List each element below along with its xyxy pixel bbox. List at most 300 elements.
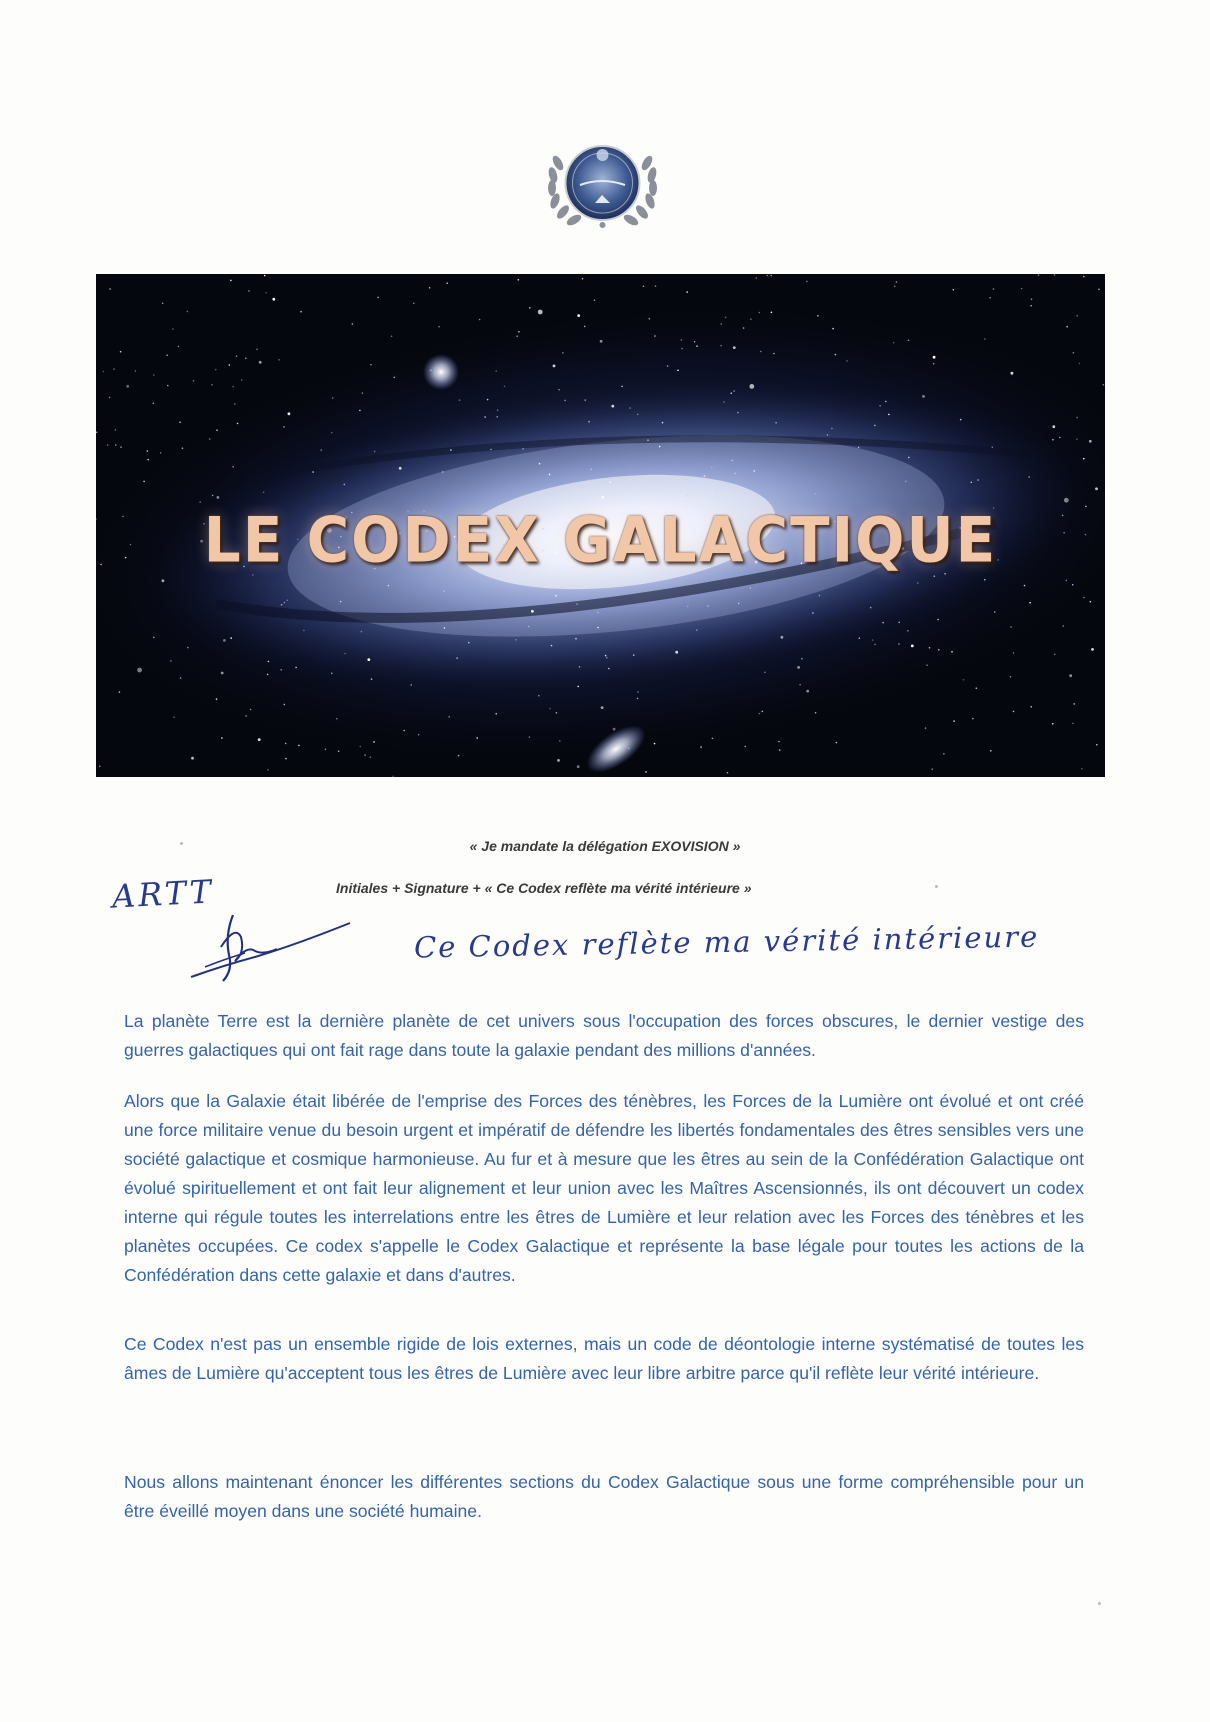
star — [166, 354, 168, 356]
star — [529, 736, 531, 738]
star — [1054, 654, 1056, 656]
star — [628, 485, 630, 487]
star — [744, 746, 746, 748]
star — [216, 429, 218, 431]
star — [779, 749, 781, 751]
star — [846, 360, 848, 362]
star — [584, 326, 586, 328]
star — [704, 475, 706, 477]
star — [797, 666, 800, 669]
star — [113, 368, 115, 370]
star — [637, 414, 639, 416]
star — [393, 377, 395, 379]
star — [285, 743, 287, 745]
star — [647, 439, 649, 441]
star — [162, 579, 165, 582]
star — [716, 490, 718, 492]
star — [1076, 439, 1078, 441]
star — [917, 582, 919, 584]
star — [370, 756, 372, 758]
star — [874, 425, 876, 427]
star — [815, 493, 817, 495]
mandate-line-1: « Je mandate la délégation EXOVISION » — [469, 838, 741, 854]
star — [267, 674, 269, 676]
star — [610, 481, 612, 483]
star — [645, 771, 647, 773]
star — [738, 603, 740, 605]
star — [245, 357, 247, 359]
star — [628, 748, 630, 750]
star — [504, 386, 506, 388]
star — [972, 718, 974, 720]
scan-speck — [935, 885, 938, 888]
star — [484, 416, 486, 418]
star — [143, 481, 145, 483]
star — [267, 769, 269, 771]
star — [931, 768, 933, 770]
star — [1076, 417, 1078, 419]
star — [265, 292, 267, 294]
star — [605, 655, 607, 657]
star — [806, 281, 808, 283]
star — [1083, 276, 1085, 278]
star — [600, 340, 603, 343]
star — [120, 446, 122, 448]
mandate-line-2: Initiales + Signature + « Ce Codex reflète ma vérité intérieure » — [336, 880, 752, 896]
star — [1069, 674, 1072, 677]
star — [831, 428, 833, 430]
star — [370, 364, 372, 366]
star — [211, 384, 213, 386]
star — [403, 730, 405, 732]
star — [1038, 274, 1040, 276]
star — [442, 471, 444, 473]
body-paragraph-2: Alors que la Galaxie était libérée de l'emprise des Forces des ténèbres, les Forces de la Lumière ont évolué et ont créé une force militaire venue du besoin urgent et impératif de défendre les libertés fondamentales des êtres sensibles vers une société galactique et cosmique harmonieuse. Au fur et à mesure que les êtres au sein de la Confédération Galactique ont évolué spirituellement et ont fait leur alignement et leur union avec les Maîtres Ascensionnés, ils ont découvert un codex interne qui régule toutes les interrelations entre les êtres de Lumière et leur relation avec les Forces des ténèbres et les planètes occupées. Ce codex s'appelle le Codex Galactique et représente la base légale pour toutes les actions de la Confédération dans cette galaxie et dans d'autres. — [124, 1091, 1084, 1285]
star — [1059, 437, 1061, 439]
star — [590, 469, 592, 471]
star — [569, 495, 571, 497]
star — [597, 612, 599, 614]
star — [263, 492, 265, 494]
star — [992, 447, 994, 449]
star — [771, 312, 773, 314]
star — [515, 639, 517, 641]
star — [984, 579, 986, 581]
star — [882, 622, 884, 624]
star — [300, 311, 302, 313]
star — [312, 471, 314, 473]
star — [338, 750, 340, 752]
star — [819, 595, 821, 597]
star — [1098, 289, 1100, 291]
star — [490, 449, 492, 451]
star — [1031, 298, 1033, 300]
star — [898, 622, 900, 624]
star — [643, 286, 645, 288]
star — [1052, 723, 1054, 725]
star — [229, 364, 231, 366]
star — [1052, 439, 1054, 441]
star — [1083, 597, 1085, 599]
star — [727, 772, 729, 774]
star — [549, 474, 551, 476]
star — [858, 447, 860, 449]
star — [557, 759, 560, 762]
star — [374, 451, 376, 453]
star — [476, 737, 478, 739]
star — [1073, 352, 1075, 354]
body-paragraph-4: Nous allons maintenant énoncer les différentes sections du Codex Galactique sous une forme compréhensible pour un être éveillé moyen dans une société humaine. — [124, 1472, 1084, 1521]
star — [187, 647, 189, 649]
star — [1054, 274, 1056, 276]
star — [284, 704, 286, 706]
star — [153, 402, 155, 404]
star — [216, 698, 218, 700]
star — [232, 466, 234, 468]
star — [933, 363, 935, 365]
star — [109, 397, 111, 399]
star — [893, 342, 895, 344]
star — [364, 754, 366, 756]
star — [1095, 487, 1098, 490]
star — [245, 715, 247, 717]
star — [170, 660, 172, 662]
star — [1072, 584, 1074, 586]
star — [237, 423, 239, 425]
star — [410, 684, 412, 686]
star — [232, 386, 234, 388]
star — [518, 279, 520, 281]
star — [283, 426, 285, 428]
star — [215, 369, 217, 371]
star — [373, 741, 375, 743]
star — [555, 595, 557, 597]
star — [391, 335, 393, 337]
star — [551, 645, 553, 647]
star — [286, 600, 288, 602]
star — [497, 409, 499, 411]
star — [984, 338, 986, 340]
star — [1089, 440, 1092, 443]
star — [217, 496, 220, 499]
star — [976, 687, 978, 689]
star — [120, 351, 122, 353]
star — [649, 318, 651, 320]
star — [162, 303, 164, 305]
star — [487, 399, 489, 401]
star — [236, 355, 238, 357]
star — [579, 666, 581, 668]
star — [450, 449, 452, 451]
star — [597, 627, 599, 629]
scan-speck — [180, 842, 183, 845]
star — [731, 460, 733, 462]
star — [538, 310, 543, 315]
star — [1029, 602, 1031, 604]
star — [182, 447, 184, 449]
star — [994, 611, 996, 613]
star — [929, 647, 931, 649]
star — [248, 290, 250, 292]
body-paragraph-1: La planète Terre est la dernière planète de cet univers sous l'occupation des forces obscures, le dernier vestige des guerres galactiques qui ont fait rage dans toute la galaxie pendant des millions d'années. — [124, 1011, 1084, 1060]
star — [608, 668, 610, 670]
star — [285, 758, 287, 760]
star — [817, 315, 819, 317]
star — [907, 630, 909, 632]
star — [1024, 585, 1026, 587]
star — [778, 741, 780, 743]
star — [760, 351, 762, 353]
star — [827, 434, 829, 436]
star — [1073, 703, 1075, 705]
star — [606, 657, 608, 659]
star — [558, 389, 560, 391]
star — [99, 765, 101, 767]
galaxy-banner-image — [96, 274, 1105, 777]
star — [898, 643, 900, 645]
star — [687, 606, 689, 608]
star — [872, 639, 874, 641]
star — [951, 651, 953, 653]
star — [153, 637, 155, 639]
star — [686, 495, 688, 497]
star — [418, 734, 420, 736]
star — [720, 323, 722, 325]
star — [562, 352, 564, 354]
star — [1103, 384, 1105, 386]
star — [832, 328, 834, 330]
handwritten-phrase: Ce Codex reflète ma vérité intérieure — [413, 919, 1040, 965]
star — [377, 297, 379, 299]
star — [284, 602, 286, 604]
star — [444, 627, 446, 629]
star — [288, 412, 291, 415]
star — [259, 361, 262, 364]
star — [103, 371, 105, 373]
star — [588, 479, 590, 481]
star — [815, 712, 817, 714]
star — [799, 684, 801, 686]
star — [135, 370, 137, 372]
star — [896, 281, 898, 283]
star — [888, 414, 890, 416]
star — [977, 479, 979, 481]
star — [115, 429, 117, 431]
star — [1076, 315, 1078, 317]
star — [611, 405, 614, 408]
star — [686, 291, 688, 293]
star — [298, 745, 300, 747]
star — [456, 657, 458, 659]
star — [388, 585, 390, 587]
star — [908, 340, 910, 342]
star — [943, 753, 945, 755]
star — [147, 450, 149, 452]
star — [770, 275, 772, 277]
star — [531, 610, 534, 613]
star — [115, 444, 117, 446]
star — [344, 484, 346, 486]
star — [756, 277, 758, 279]
star — [272, 298, 275, 301]
star — [147, 459, 149, 461]
star — [953, 720, 955, 722]
star — [750, 587, 752, 589]
star — [806, 690, 809, 693]
star — [655, 285, 657, 287]
star — [577, 686, 579, 688]
star — [336, 718, 338, 720]
star — [173, 716, 175, 718]
star — [519, 500, 521, 502]
star — [413, 303, 415, 305]
star — [167, 385, 169, 387]
star — [588, 421, 590, 423]
star — [234, 403, 236, 405]
star — [750, 318, 752, 320]
star — [933, 356, 936, 359]
star — [801, 658, 803, 660]
star — [711, 467, 713, 469]
star — [937, 619, 939, 621]
star — [564, 400, 566, 402]
star — [522, 448, 524, 450]
star — [280, 669, 282, 671]
star — [971, 482, 973, 484]
star — [1013, 711, 1015, 713]
star — [446, 282, 448, 284]
star — [1010, 676, 1012, 678]
star — [762, 711, 764, 713]
star — [258, 738, 261, 741]
star — [764, 672, 766, 674]
star — [344, 653, 346, 655]
star — [443, 590, 445, 592]
star — [153, 374, 155, 376]
star — [584, 399, 586, 401]
star — [582, 278, 584, 280]
star — [193, 380, 195, 382]
star — [549, 708, 551, 710]
star — [859, 637, 861, 639]
star — [601, 496, 604, 499]
star — [180, 677, 182, 679]
star — [278, 359, 280, 361]
star — [438, 326, 440, 328]
star — [960, 419, 962, 421]
star — [448, 716, 450, 718]
star — [700, 746, 702, 748]
star — [753, 470, 755, 472]
star — [911, 645, 914, 648]
star — [812, 612, 814, 614]
star — [230, 637, 232, 639]
star — [516, 335, 518, 337]
star — [367, 658, 370, 661]
star — [340, 601, 342, 603]
star — [759, 312, 761, 314]
star — [675, 651, 678, 654]
star — [538, 695, 540, 697]
star — [191, 757, 194, 760]
star — [359, 410, 361, 412]
star — [743, 327, 745, 329]
star — [399, 467, 402, 470]
star — [172, 328, 174, 330]
star — [694, 341, 696, 343]
star — [836, 742, 838, 744]
star — [1072, 723, 1074, 725]
star — [1028, 476, 1030, 478]
star — [459, 399, 461, 401]
star — [720, 345, 722, 347]
star — [559, 740, 561, 742]
star — [938, 649, 940, 651]
star — [178, 346, 180, 348]
star — [577, 314, 580, 317]
banner-title: LE CODEX GALACTIQUE — [203, 503, 998, 577]
star — [885, 401, 887, 403]
star — [1021, 288, 1023, 290]
star — [1011, 372, 1014, 375]
star — [332, 397, 334, 399]
star — [230, 280, 232, 282]
star — [654, 335, 656, 337]
star — [360, 746, 362, 748]
star — [495, 370, 497, 372]
star — [993, 288, 995, 290]
star — [733, 346, 736, 349]
star — [989, 297, 991, 299]
star — [187, 311, 189, 313]
star — [696, 629, 698, 631]
star — [221, 672, 224, 675]
star — [759, 713, 761, 715]
star — [681, 348, 683, 350]
star — [677, 370, 679, 372]
star — [576, 603, 578, 605]
star — [908, 457, 910, 459]
star — [325, 749, 327, 751]
star — [109, 288, 111, 290]
star — [281, 604, 283, 606]
star — [696, 345, 698, 347]
star — [1091, 648, 1094, 651]
star — [894, 286, 896, 288]
star — [1030, 706, 1032, 708]
star — [361, 631, 363, 633]
star — [264, 275, 266, 277]
star — [731, 392, 733, 394]
star — [712, 738, 714, 740]
star — [295, 667, 297, 669]
star — [733, 390, 735, 392]
star — [926, 664, 928, 666]
star — [737, 412, 739, 414]
star — [578, 482, 580, 484]
star — [553, 365, 556, 368]
star — [577, 765, 580, 768]
star — [1063, 625, 1065, 627]
star — [529, 307, 531, 309]
star — [835, 354, 837, 356]
star — [629, 407, 631, 409]
star — [1083, 458, 1085, 460]
star — [496, 416, 498, 418]
star — [528, 626, 530, 628]
star — [1090, 601, 1092, 603]
star — [781, 636, 784, 639]
